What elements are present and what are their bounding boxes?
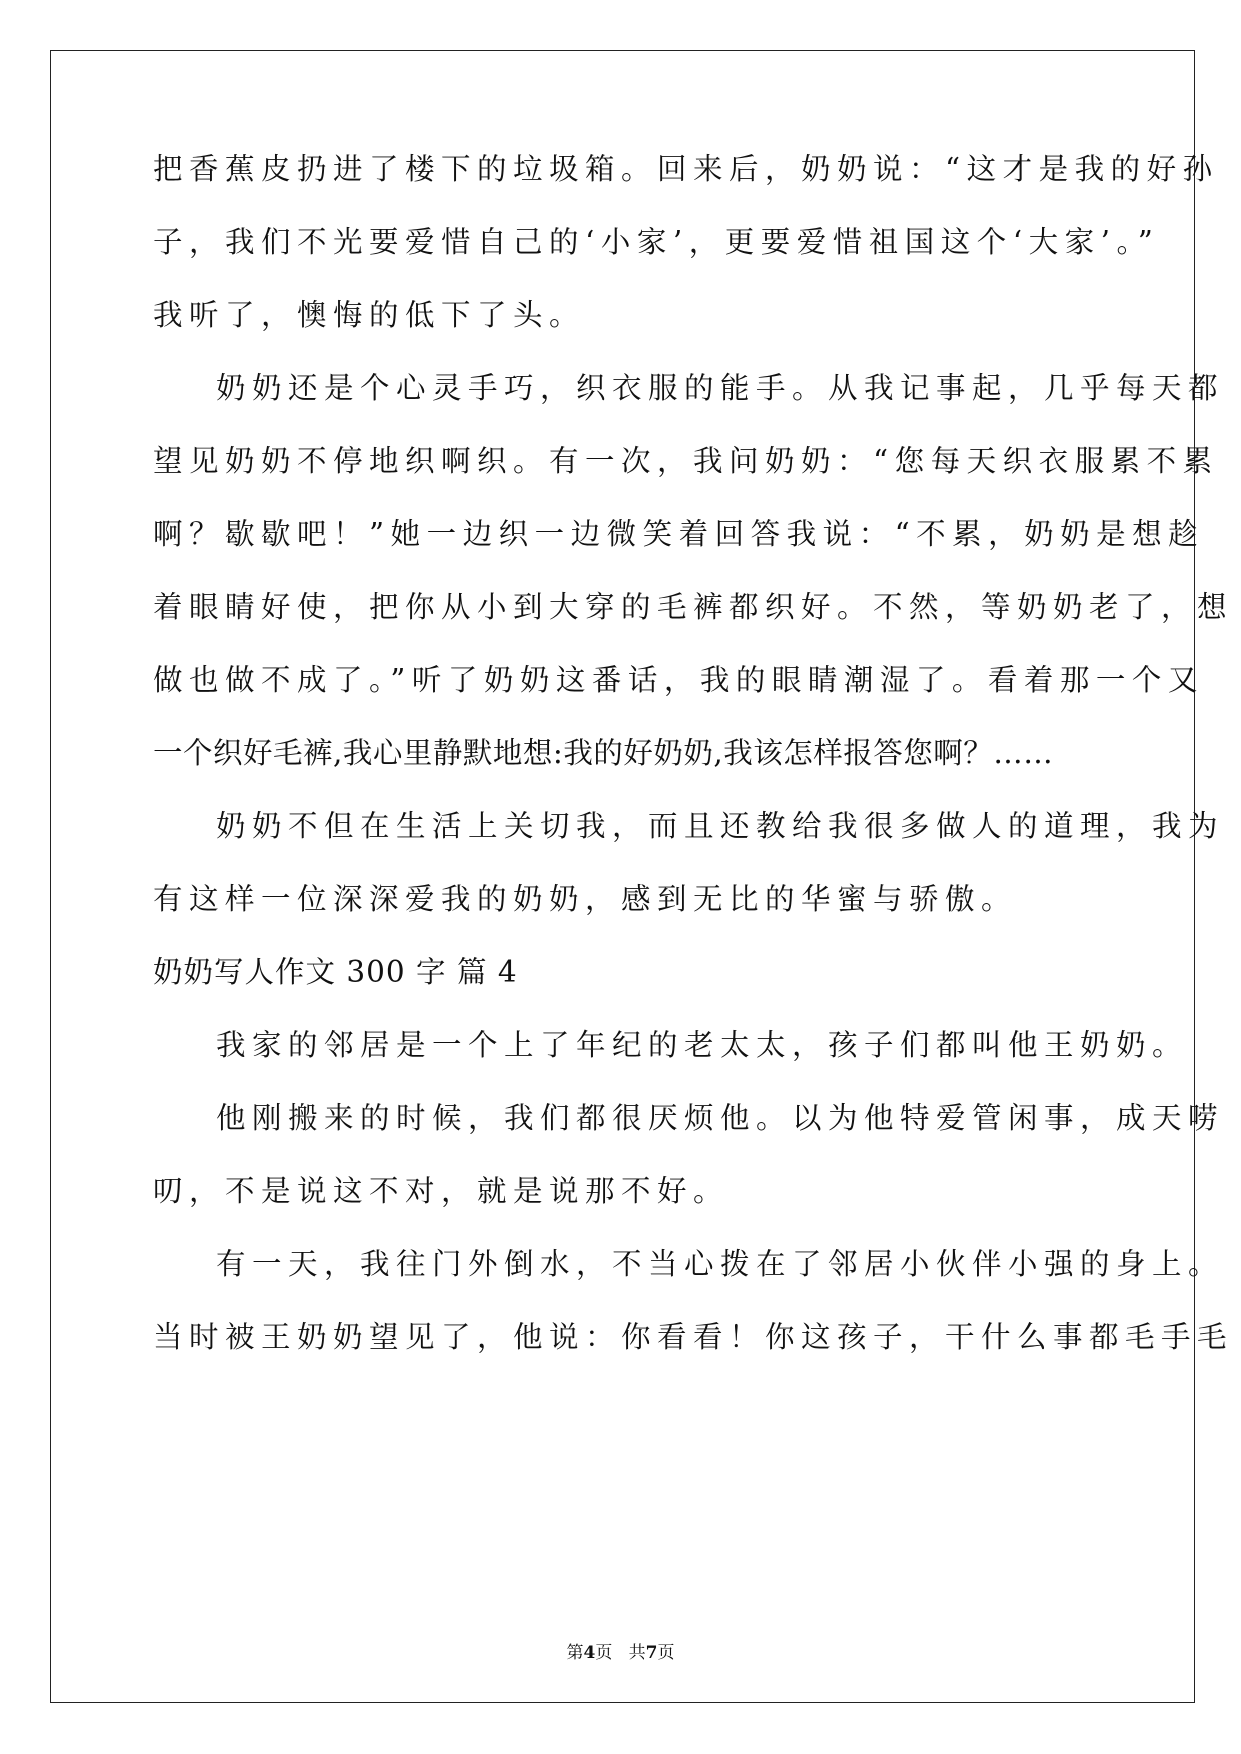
section-heading: 奶奶写人作文 300 字 篇 4 xyxy=(153,955,518,989)
page-number: 4 xyxy=(583,1643,596,1663)
total-pages: 7 xyxy=(645,1643,658,1663)
text-line: 我家的邻居是一个上了年纪的老太太，孩子们都叫他王奶奶。 xyxy=(216,1028,1189,1062)
text-line: 有这样一位深深爱我的奶奶，感到无比的华蜜与骄傲。 xyxy=(153,882,1018,916)
text-line: 奶奶还是个心灵手巧，织衣服的能手。从我记事起，几乎每天都 xyxy=(216,371,1225,405)
footer-prefix: 第 xyxy=(566,1643,584,1663)
text-line: 望见奶奶不停地织啊织。有一次，我问奶奶：“您每天织衣服累不累 xyxy=(153,444,1219,478)
page-footer xyxy=(0,1642,1241,1664)
text-line: 一个织好毛裤,我心里静默地想:我的好奶奶,我该怎样报答您啊？…… xyxy=(153,736,1054,770)
text-line: 叨，不是说这不对，就是说那不好。 xyxy=(153,1174,730,1208)
text-line: 当时被王奶奶望见了，他说：你看看！你这孩子，干什么事都毛手毛 xyxy=(153,1320,1234,1354)
footer-mid: 页 共 xyxy=(595,1643,646,1663)
text-line: 子，我们不光要爱惜自己的‘小家’，更要爱惜祖国这个‘大家’。” xyxy=(153,225,1160,259)
text-line: 啊？歇歇吧！”她一边织一边微笑着回答我说：“不累，奶奶是想趁 xyxy=(153,517,1205,551)
text-line: 我听了，懊悔的低下了头。 xyxy=(153,298,586,332)
text-line: 奶奶不但在生活上关切我，而且还教给我很多做人的道理，我为 xyxy=(216,809,1225,843)
text-line: 有一天，我往门外倒水，不当心拨在了邻居小伙伴小强的身上。 xyxy=(216,1247,1225,1281)
text-line: 把香蕉皮扔进了楼下的垃圾箱。回来后，奶奶说：“这才是我的好孙 xyxy=(153,152,1219,186)
text-line: 他刚搬来的时候，我们都很厌烦他。以为他特爱管闲事，成天唠 xyxy=(216,1101,1225,1135)
text-line: 做也做不成了。”听了奶奶这番话，我的眼睛潮湿了。看着那一个又 xyxy=(153,663,1204,697)
text-line: 着眼睛好使，把你从小到大穿的毛裤都织好。不然，等奶奶老了，想 xyxy=(153,590,1234,624)
footer-suffix: 页 xyxy=(657,1643,675,1663)
